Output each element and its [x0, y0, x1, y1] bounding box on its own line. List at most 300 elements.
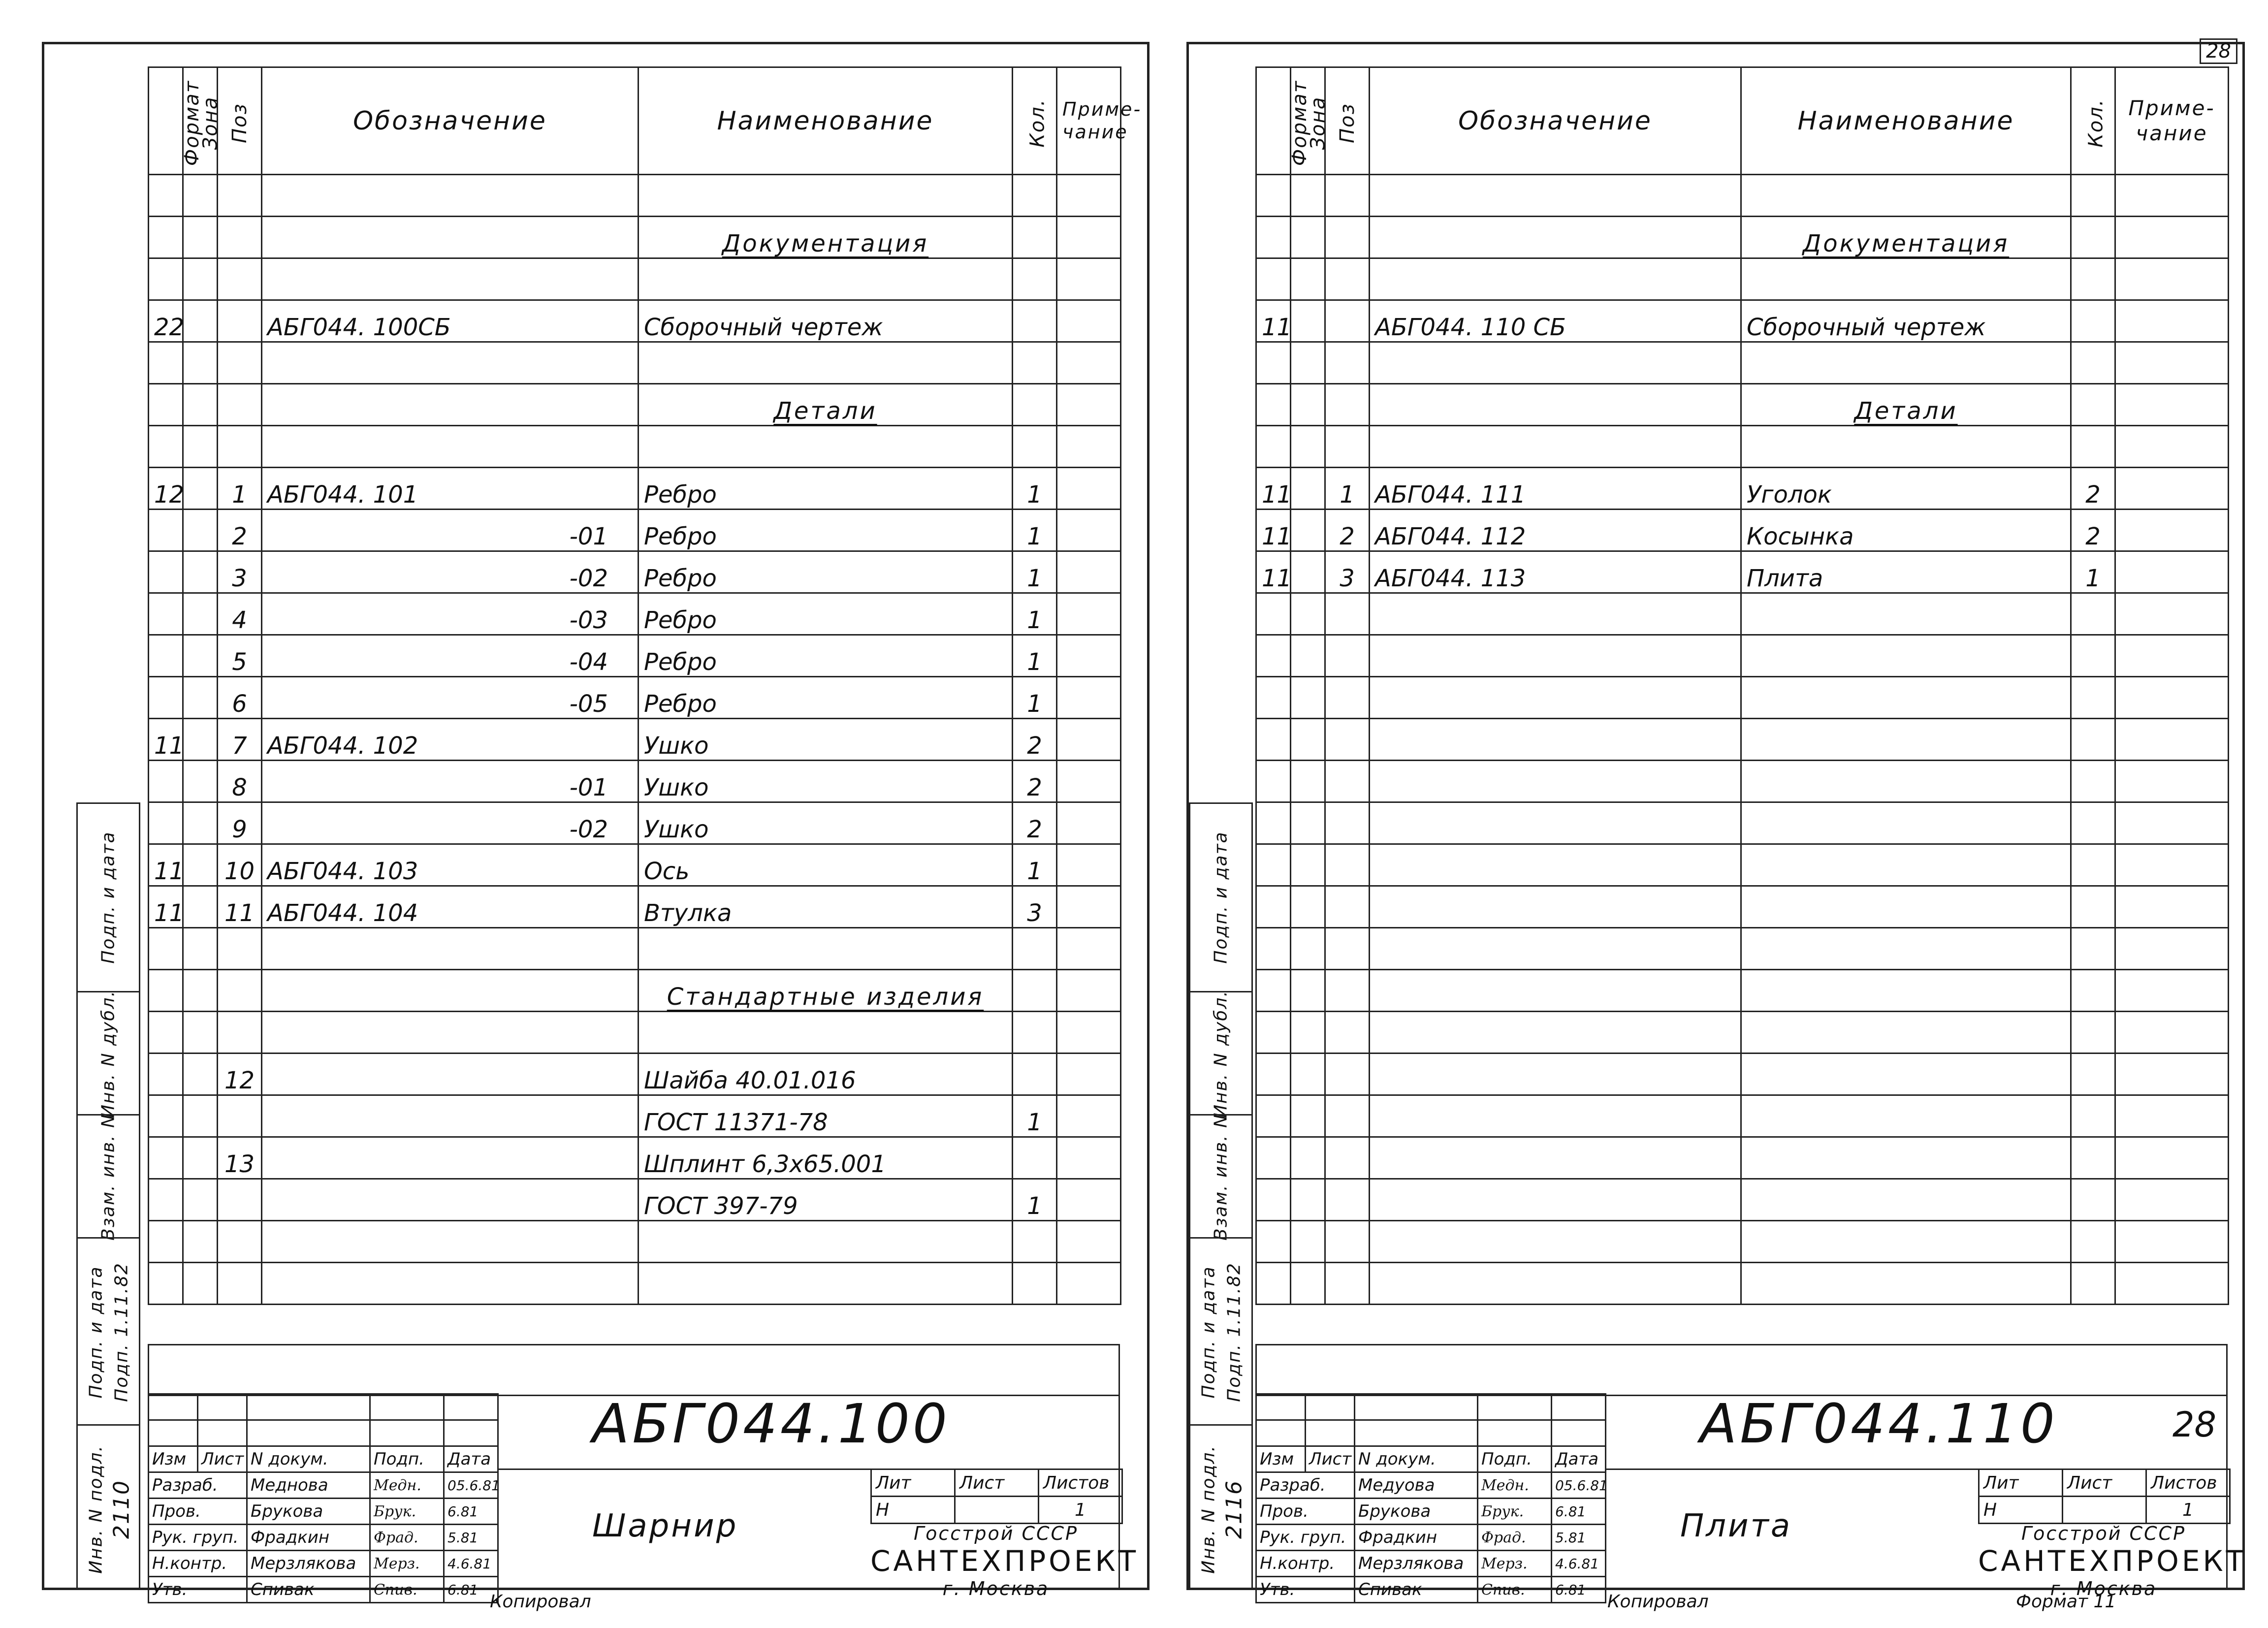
- pos-cell: 13: [218, 1137, 262, 1179]
- signature-row: [149, 1525, 498, 1551]
- format-cell: [1256, 1137, 1291, 1179]
- format-cell: [1256, 802, 1291, 844]
- zone-cell: [183, 1137, 218, 1179]
- right-sheet: [1186, 40, 2247, 1612]
- section-heading: Документация: [722, 230, 929, 257]
- note-cell: [1057, 300, 1121, 342]
- name-cell: Ушко: [639, 761, 1013, 802]
- table-row: [1256, 551, 2229, 593]
- blank-row: [149, 175, 1121, 217]
- blank-row: [1256, 802, 2229, 844]
- note-cell: [2115, 258, 2229, 300]
- designation-cell: [1370, 677, 1741, 719]
- role-cell: Утв.: [149, 1577, 247, 1603]
- name-cell: [639, 258, 1013, 300]
- note-cell: [2115, 175, 2229, 217]
- zone-cell: [1291, 217, 1325, 258]
- col-note: Приме-чание: [1057, 67, 1121, 175]
- copied-by: Копировал: [1607, 1592, 1709, 1612]
- format-cell: [1256, 175, 1291, 217]
- format-cell: 12: [149, 468, 183, 510]
- pos-cell: 2: [218, 510, 262, 551]
- pos-cell: [218, 1263, 262, 1305]
- name-cell: [1741, 719, 2071, 761]
- note-cell: [2115, 928, 2229, 970]
- designation-cell: [1370, 1095, 1741, 1137]
- col-format: Формат: [149, 67, 183, 175]
- zone-cell: [183, 258, 218, 300]
- col-qty: Кол.: [1013, 67, 1057, 175]
- blank-row: [149, 342, 1121, 384]
- note-cell: [2115, 844, 2229, 886]
- signature-row: [149, 1577, 498, 1603]
- zone-cell: [1291, 802, 1325, 844]
- table-row: [149, 593, 1121, 635]
- pos-cell: 4: [218, 593, 262, 635]
- note-cell: [1057, 1095, 1121, 1137]
- revision-cell: [1256, 1420, 1306, 1446]
- designation-cell: [262, 258, 639, 300]
- role-cell: Пров.: [1256, 1499, 1355, 1525]
- pos-cell: [1325, 677, 1370, 719]
- pos-cell: 3: [1325, 551, 1370, 593]
- blank-row: [1256, 1263, 2229, 1305]
- zone-cell: [1291, 1263, 1325, 1305]
- format-cell: 11: [149, 886, 183, 928]
- blank-row: [1256, 1095, 2229, 1137]
- strip-sign-date: Подп. и дата Подп. 1.11.82: [1190, 1237, 1251, 1426]
- format-cell: 11: [1256, 468, 1291, 510]
- note-cell: [1057, 677, 1121, 719]
- strip-inv-dubl: Инв. N дубл.: [78, 991, 139, 1116]
- note-cell: [1057, 1053, 1121, 1095]
- lit-table: Лит Лист Листов Н 1: [870, 1468, 1123, 1524]
- blank-row: [1256, 1053, 2229, 1095]
- designation-cell: [1370, 342, 1741, 384]
- name-cell: [1741, 217, 2071, 258]
- qty-cell: [1013, 1137, 1057, 1179]
- zone-cell: [1291, 635, 1325, 677]
- qty-cell: 2: [2071, 510, 2115, 551]
- qty-cell: [2071, 1095, 2115, 1137]
- blank-row: [1256, 844, 2229, 886]
- note-cell: [2115, 677, 2229, 719]
- zone-cell: [1291, 551, 1325, 593]
- format-cell: [1256, 1012, 1291, 1053]
- zone-cell: [183, 1263, 218, 1305]
- table-row: [149, 1179, 1121, 1221]
- name-cell: [1741, 1179, 2071, 1221]
- qty-cell: 1: [1013, 510, 1057, 551]
- date-cell: 6.81: [444, 1577, 498, 1603]
- designation-cell: АБГ044. 113: [1370, 551, 1741, 593]
- organization: Госстрой СССР САНТЕХПРОЕКТ г. Москва: [870, 1523, 1139, 1599]
- note-cell: [1057, 468, 1121, 510]
- format-cell: [149, 761, 183, 802]
- designation-cell: [262, 1012, 639, 1053]
- pos-cell: [1325, 928, 1370, 970]
- zone-cell: [183, 928, 218, 970]
- signature-header-row: [149, 1446, 498, 1472]
- revision-cell: [370, 1394, 444, 1420]
- name-cell: [639, 175, 1013, 217]
- pos-cell: [218, 342, 262, 384]
- pos-cell: [218, 1095, 262, 1137]
- document-title: Шарнир: [592, 1508, 738, 1544]
- section-heading: Стандартные изделия: [667, 983, 984, 1011]
- revision-cell: [1552, 1420, 1606, 1446]
- format-cell: [1256, 1179, 1291, 1221]
- zone-cell: [183, 217, 218, 258]
- col-zone: Зона: [183, 67, 218, 175]
- note-cell: [1057, 384, 1121, 426]
- handwritten-signature: Фрад.: [1478, 1525, 1552, 1551]
- designation-cell: [262, 342, 639, 384]
- zone-cell: [183, 1095, 218, 1137]
- zone-cell: [1291, 468, 1325, 510]
- qty-cell: [2071, 175, 2115, 217]
- format-cell: [1256, 426, 1291, 468]
- name-cell: Ребро: [639, 510, 1013, 551]
- name-cell: Ребро: [639, 593, 1013, 635]
- name-cell: Ушко: [639, 719, 1013, 761]
- revision-cell: [1478, 1394, 1552, 1420]
- section-heading: Детали: [773, 397, 877, 425]
- qty-cell: [1013, 258, 1057, 300]
- revision-cell: [444, 1420, 498, 1446]
- zone-cell: [1291, 886, 1325, 928]
- table-row: [149, 551, 1121, 593]
- copied-by: Копировал: [490, 1592, 591, 1612]
- note-cell: [1057, 719, 1121, 761]
- lit-table: Лит Лист Листов Н 1: [1978, 1468, 2231, 1524]
- zone-cell: [183, 300, 218, 342]
- zone-cell: [183, 844, 218, 886]
- designation-cell: [1370, 886, 1741, 928]
- revision-row: [149, 1420, 498, 1446]
- format-cell: [149, 1012, 183, 1053]
- format-cell: [1256, 1221, 1291, 1263]
- date-cell: 4.6.81: [1552, 1551, 1606, 1577]
- designation-cell: [1370, 175, 1741, 217]
- pos-cell: [1325, 844, 1370, 886]
- qty-cell: [2071, 1012, 2115, 1053]
- zone-cell: [183, 551, 218, 593]
- qty-cell: 1: [2071, 551, 2115, 593]
- organization: Госстрой СССР САНТЕХПРОЕКТ г. Москва: [1978, 1523, 2247, 1599]
- pos-cell: [1325, 1053, 1370, 1095]
- qty-cell: 1: [1013, 635, 1057, 677]
- signature-header-cell: N докум.: [1355, 1446, 1478, 1472]
- qty-cell: [2071, 761, 2115, 802]
- format-cell: [149, 384, 183, 426]
- zone-cell: [1291, 761, 1325, 802]
- revision-cell: [247, 1394, 370, 1420]
- pos-cell: [1325, 175, 1370, 217]
- revision-cell: [1256, 1394, 1306, 1420]
- format-cell: [149, 1095, 183, 1137]
- person-name-cell: Мерзлякова: [1355, 1551, 1478, 1577]
- zone-cell: [1291, 510, 1325, 551]
- table-row: [149, 1137, 1121, 1179]
- zone-cell: [1291, 175, 1325, 217]
- pos-cell: 8: [218, 761, 262, 802]
- name-cell: [1741, 844, 2071, 886]
- name-cell: [1741, 426, 2071, 468]
- format-cell: 11: [1256, 551, 1291, 593]
- qty-cell: 1: [1013, 1179, 1057, 1221]
- signature-row: [1256, 1499, 1606, 1525]
- name-cell: [639, 970, 1013, 1012]
- signature-header-cell: Лист: [1306, 1446, 1355, 1472]
- note-cell: [2115, 1137, 2229, 1179]
- revision-row: [149, 1394, 498, 1420]
- zone-cell: [183, 426, 218, 468]
- page-number: 28: [2200, 38, 2237, 64]
- qty-cell: 3: [1013, 886, 1057, 928]
- qty-cell: [2071, 928, 2115, 970]
- format-cell: [149, 551, 183, 593]
- designation-cell: АБГ044. 112: [1370, 510, 1741, 551]
- format-cell: [149, 1053, 183, 1095]
- pos-cell: [1325, 1179, 1370, 1221]
- qty-cell: [1013, 970, 1057, 1012]
- qty-cell: [1013, 1263, 1057, 1305]
- pos-cell: [1325, 1012, 1370, 1053]
- designation-cell: [262, 1221, 639, 1263]
- designation-cell: [262, 1179, 639, 1221]
- zone-cell: [183, 970, 218, 1012]
- designation-cell: АБГ044. 110 СБ: [1370, 300, 1741, 342]
- person-name-cell: Спивак: [1355, 1577, 1478, 1603]
- note-cell: [2115, 970, 2229, 1012]
- signature-row: [149, 1499, 498, 1525]
- zone-cell: [183, 719, 218, 761]
- note-cell: [2115, 1095, 2229, 1137]
- pos-cell: [1325, 342, 1370, 384]
- strip-sign-date-2: Подп. и дата: [98, 831, 119, 964]
- pos-cell: [218, 1221, 262, 1263]
- zone-cell: [1291, 300, 1325, 342]
- blank-row: [1256, 677, 2229, 719]
- handwritten-signature: Медн.: [370, 1472, 444, 1499]
- name-cell: [1741, 1095, 2071, 1137]
- document-title: Плита: [1680, 1508, 1792, 1544]
- date-cell: 6.81: [444, 1499, 498, 1525]
- strip-sign-date: Подп. и дата Подп. 1.11.82: [78, 1237, 139, 1426]
- revision-cell: [1355, 1394, 1478, 1420]
- qty-cell: [2071, 258, 2115, 300]
- designation-cell: [262, 1137, 639, 1179]
- name-cell: Шплинт 6,3х65.001: [639, 1137, 1013, 1179]
- zone-cell: [183, 635, 218, 677]
- signature-header-row: [1256, 1446, 1606, 1472]
- zone-cell: [183, 1179, 218, 1221]
- title-block: [1255, 1344, 2247, 1599]
- signature-row: [149, 1551, 498, 1577]
- qty-cell: [2071, 426, 2115, 468]
- col-note: Приме-чание: [2115, 67, 2229, 175]
- qty-cell: [1013, 426, 1057, 468]
- name-cell: Уголок: [1741, 468, 2071, 510]
- role-cell: Пров.: [149, 1499, 247, 1525]
- format-cell: [149, 217, 183, 258]
- format-cell: [1256, 1263, 1291, 1305]
- strip-inv-dubl: Инв. N дубл.: [1190, 991, 1251, 1116]
- signature-header-cell: N докум.: [247, 1446, 370, 1472]
- designation-cell: [1370, 761, 1741, 802]
- note-cell: [1057, 593, 1121, 635]
- name-cell: [1741, 1012, 2071, 1053]
- zone-cell: [1291, 258, 1325, 300]
- designation-cell: [262, 175, 639, 217]
- zone-cell: [183, 761, 218, 802]
- format-cell: [1256, 258, 1291, 300]
- col-designation: Обозначение: [1370, 67, 1741, 175]
- format-cell: [149, 1137, 183, 1179]
- date-cell: 6.81: [1552, 1577, 1606, 1603]
- name-cell: ГОСТ 11371-78: [639, 1095, 1013, 1137]
- blank-row: [1256, 761, 2229, 802]
- blank-row: [149, 1263, 1121, 1305]
- name-cell: [1741, 677, 2071, 719]
- name-cell: [1741, 258, 2071, 300]
- strip-vzam: Взам. инв. N: [78, 1114, 139, 1239]
- zone-cell: [1291, 426, 1325, 468]
- name-cell: Ребро: [639, 677, 1013, 719]
- qty-cell: [2071, 635, 2115, 677]
- note-cell: [2115, 719, 2229, 761]
- qty-cell: [1013, 1012, 1057, 1053]
- section-heading-row: [1256, 217, 2229, 258]
- blank-row: [1256, 593, 2229, 635]
- zone-cell: [1291, 677, 1325, 719]
- note-cell: [2115, 1012, 2229, 1053]
- blank-row: [1256, 426, 2229, 468]
- designation-cell: [1370, 1179, 1741, 1221]
- table-row: [1256, 510, 2229, 551]
- name-cell: [639, 426, 1013, 468]
- note-cell: [2115, 426, 2229, 468]
- note-cell: [1057, 342, 1121, 384]
- zone-cell: [1291, 593, 1325, 635]
- designation-cell: [262, 970, 639, 1012]
- note-cell: [2115, 342, 2229, 384]
- revision-cell: [1355, 1420, 1478, 1446]
- zone-cell: [183, 677, 218, 719]
- zone-cell: [1291, 1053, 1325, 1095]
- section-heading: Документация: [1802, 230, 2010, 257]
- format-cell: 22: [149, 300, 183, 342]
- designation-cell: [1370, 1221, 1741, 1263]
- zone-cell: [183, 802, 218, 844]
- handwritten-signature: Спив.: [1478, 1577, 1552, 1603]
- zone-cell: [1291, 719, 1325, 761]
- qty-cell: [2071, 970, 2115, 1012]
- pos-cell: [218, 258, 262, 300]
- revision-cell: [444, 1394, 498, 1420]
- designation-cell: [1370, 802, 1741, 844]
- blank-row: [1256, 970, 2229, 1012]
- zone-cell: [183, 384, 218, 426]
- name-cell: [1741, 970, 2071, 1012]
- blank-row: [1256, 928, 2229, 970]
- name-cell: Ребро: [639, 635, 1013, 677]
- note-cell: [1057, 510, 1121, 551]
- pos-cell: [218, 970, 262, 1012]
- note-cell: [1057, 1221, 1121, 1263]
- table-row: [149, 468, 1121, 510]
- note-cell: [2115, 551, 2229, 593]
- designation-cell: [1370, 1263, 1741, 1305]
- pos-cell: [218, 1012, 262, 1053]
- designation-cell: [1370, 593, 1741, 635]
- name-cell: [639, 217, 1013, 258]
- name-cell: [1741, 761, 2071, 802]
- pos-cell: [1325, 384, 1370, 426]
- left-margin-strip: [76, 802, 140, 1590]
- handwritten-signature: Фрад.: [370, 1525, 444, 1551]
- qty-cell: [2071, 1179, 2115, 1221]
- format-cell: [1256, 342, 1291, 384]
- note-cell: [1057, 844, 1121, 886]
- designation-cell: [262, 1095, 639, 1137]
- col-pos: Поз: [218, 67, 262, 175]
- zone-cell: [183, 175, 218, 217]
- strip-inv: Инв. N подл. 2116: [1190, 1424, 1251, 1593]
- name-cell: Сборочный чертеж: [1741, 300, 2071, 342]
- revision-cell: [1306, 1420, 1355, 1446]
- blank-row: [1256, 258, 2229, 300]
- section-heading-row: [149, 384, 1121, 426]
- zone-cell: [1291, 1137, 1325, 1179]
- format-cell: 11: [1256, 510, 1291, 551]
- signature-header-cell: Дата: [1552, 1446, 1606, 1472]
- col-format: Формат: [1256, 67, 1291, 175]
- designation-cell: АБГ044. 100СБ: [262, 300, 639, 342]
- designation-cell: [1370, 719, 1741, 761]
- name-cell: Ось: [639, 844, 1013, 886]
- revision-cell: [247, 1420, 370, 1446]
- role-cell: Разраб.: [1256, 1472, 1355, 1499]
- format-cell: [1256, 1095, 1291, 1137]
- pos-cell: [218, 1179, 262, 1221]
- qty-cell: 1: [1013, 593, 1057, 635]
- revision-cell: [198, 1394, 247, 1420]
- person-name-cell: Брукова: [1355, 1499, 1478, 1525]
- table-row: [1256, 300, 2229, 342]
- role-cell: Рук. груп.: [1256, 1525, 1355, 1551]
- note-cell: [1057, 970, 1121, 1012]
- name-cell: Ребро: [639, 468, 1013, 510]
- date-cell: 4.6.81: [444, 1551, 498, 1577]
- zone-cell: [1291, 1095, 1325, 1137]
- pos-cell: [1325, 802, 1370, 844]
- format-cell: [149, 1263, 183, 1305]
- designation-cell: -05: [262, 677, 639, 719]
- designation-cell: [262, 426, 639, 468]
- zone-cell: [1291, 970, 1325, 1012]
- role-cell: Рук. груп.: [149, 1525, 247, 1551]
- designation-cell: [262, 384, 639, 426]
- format-cell: [149, 802, 183, 844]
- format-cell: [149, 970, 183, 1012]
- role-cell: Утв.: [1256, 1577, 1355, 1603]
- format-cell: 11: [149, 719, 183, 761]
- designation-cell: -03: [262, 593, 639, 635]
- format-cell: [149, 342, 183, 384]
- format-cell: [149, 426, 183, 468]
